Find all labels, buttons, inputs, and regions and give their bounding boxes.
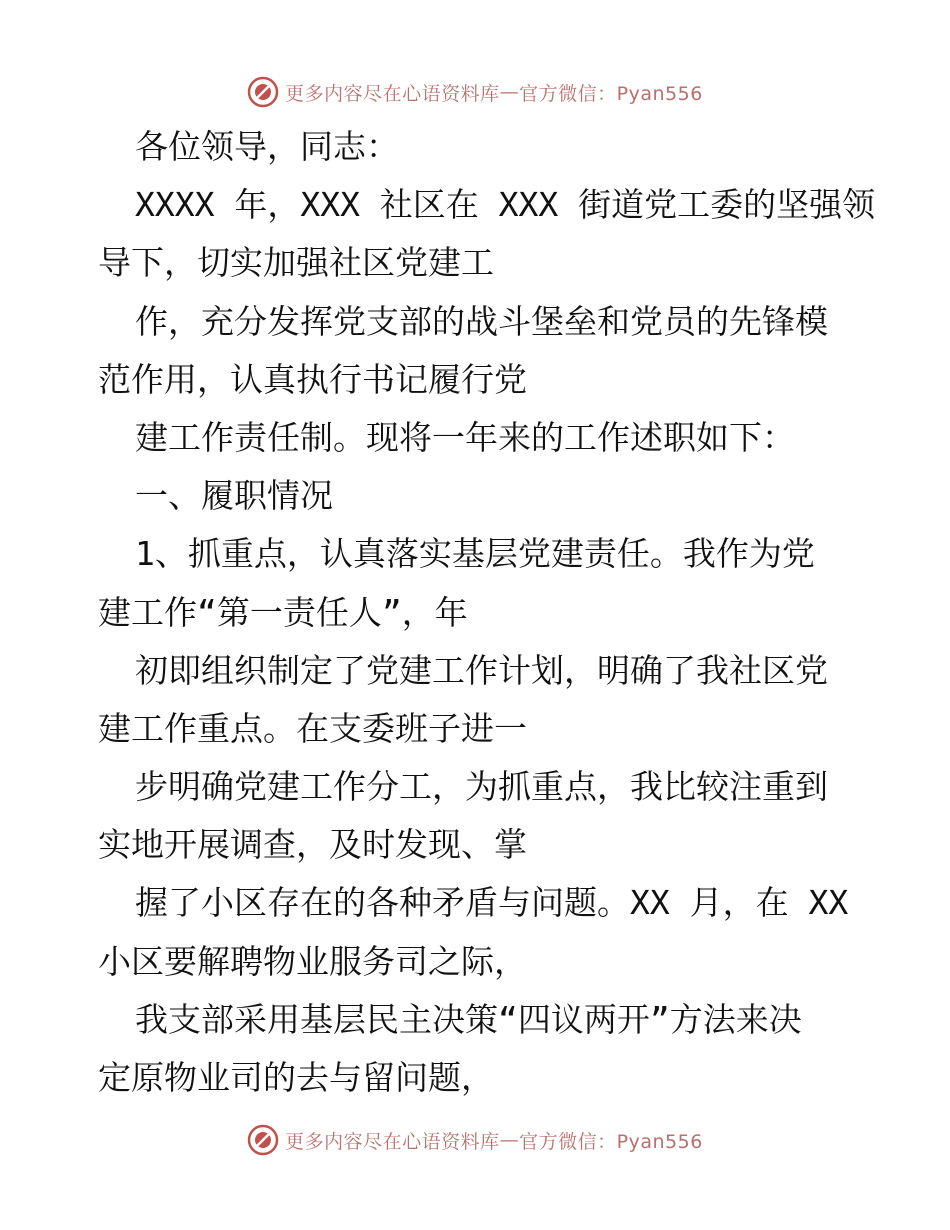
text-line: 范作用，认真执行书记履行党 — [98, 359, 527, 399]
text-line: 建工作重点。在支委班子进一 — [98, 708, 527, 748]
text-line: 1、抓重点，认真落实基层党建责任。我作为党 — [135, 534, 815, 574]
text-line: 实地开展调查，及时发现、掌 — [98, 825, 527, 865]
text-line: 导下，切实加强社区党建工 — [98, 243, 494, 283]
logo-icon — [247, 76, 279, 108]
banner-wechat: 官方微信：Pyan556 — [519, 82, 703, 105]
banner-text: 更多内容尽在心语资料库 — [285, 1130, 500, 1153]
header-banner — [0, 72, 950, 112]
text-line: XXXX 年，XXX 社区在 XXX 街道党工委的坚强领 — [135, 185, 876, 225]
logo-icon — [247, 1124, 279, 1156]
text-line: 建工作责任制。现将一年来的工作述职如下： — [135, 417, 795, 457]
text-line: 我支部采用基层民主决策“四议两开”方法来决 — [135, 999, 802, 1039]
text-line: 一、履职情况 — [135, 476, 333, 516]
banner-separator: — — [499, 81, 520, 103]
text-line: 握了小区存在的各种矛盾与问题。XX 月，在 XX — [135, 883, 849, 923]
banner-wechat: 官方微信：Pyan556 — [519, 1130, 703, 1153]
footer-banner — [0, 1120, 950, 1160]
text-line: 步明确党建工作分工，为抓重点，我比较注重到 — [135, 767, 828, 807]
document-body — [98, 118, 876, 1107]
text-line: 各位领导，同志： — [135, 127, 399, 166]
text-line: 作，充分发挥党支部的战斗堡垒和党员的先锋模 — [135, 301, 828, 341]
text-line: 小区要解聘物业服务司之际， — [98, 941, 527, 981]
text-line: 初即组织制定了党建工作计划，明确了我社区党 — [135, 650, 828, 690]
text-line: 定原物业司的去与留问题， — [98, 1058, 494, 1097]
text-line: 建工作“第一责任人”，年 — [98, 592, 468, 632]
banner-separator: — — [499, 1129, 520, 1151]
banner-text: 更多内容尽在心语资料库 — [285, 82, 500, 105]
